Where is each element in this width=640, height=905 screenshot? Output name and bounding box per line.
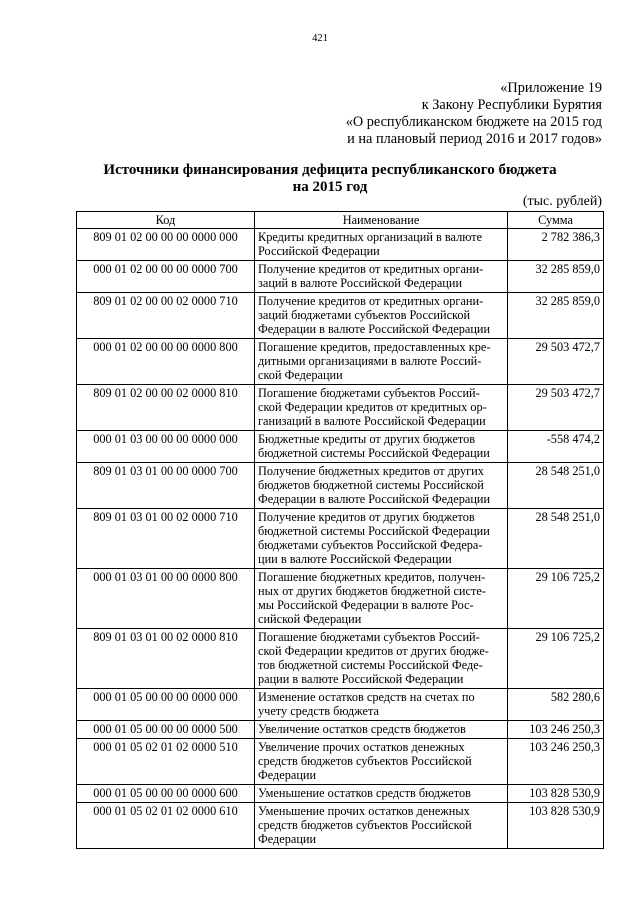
cell-sum: 103 828 530,9 <box>508 785 604 803</box>
cell-code: 000 01 05 00 00 00 0000 600 <box>77 785 255 803</box>
cell-name-line: бюджетной системы Российской Федерации <box>258 446 490 460</box>
page-number: 421 <box>312 33 328 44</box>
cell-name-line: Федерации в валюте Российской Федерации <box>258 322 491 336</box>
cell-name-line: Бюджетные кредиты от других бюджетов <box>258 432 476 446</box>
cell-name-line: тов бюджетной системы Российской Феде- <box>258 658 483 672</box>
cell-code: 000 01 05 00 00 00 0000 000 <box>77 689 255 721</box>
cell-name-line: Увеличение остатков средств бюджетов <box>258 722 466 736</box>
column-header-code: Код <box>77 212 255 229</box>
cell-name <box>255 293 508 339</box>
cell-code: 809 01 02 00 00 00 0000 000 <box>77 229 255 261</box>
units-label: (тыс. рублей) <box>522 194 602 209</box>
cell-name-line: Погашение кредитов, предоставленных кре- <box>258 340 491 354</box>
table-row <box>77 293 604 339</box>
table-row <box>77 721 604 739</box>
financing-sources-table <box>76 211 604 849</box>
cell-name-line: Получение кредитов от кредитных органи- <box>258 262 484 276</box>
cell-name-line: Погашение бюджетами субъектов Россий- <box>258 386 480 400</box>
cell-name-line: бюджетами субъектов Российской Федера- <box>258 538 483 552</box>
document-title <box>60 162 600 196</box>
cell-sum: 103 246 250,3 <box>508 721 604 739</box>
cell-name-line: дитными организациями в валюте Россий- <box>258 354 482 368</box>
table-row <box>77 261 604 293</box>
table-row <box>77 569 604 629</box>
cell-name-line: Изменение остатков средств на счетах по <box>258 690 475 704</box>
cell-code: 000 01 05 02 01 02 0000 510 <box>77 739 255 785</box>
cell-name-line: сийской Федерации <box>258 612 362 626</box>
cell-code: 809 01 02 00 00 02 0000 810 <box>77 385 255 431</box>
cell-name <box>255 463 508 509</box>
title-line: Источники финансирования дефицита республиканского бюджета <box>103 162 557 178</box>
cell-sum: 2 782 386,3 <box>508 229 604 261</box>
cell-code: 000 01 02 00 00 00 0000 800 <box>77 339 255 385</box>
cell-sum: 29 503 472,7 <box>508 339 604 385</box>
appendix-line: «О республиканском бюджете на 2015 год <box>345 114 602 130</box>
cell-name <box>255 721 508 739</box>
cell-name <box>255 509 508 569</box>
cell-name-line: бюджетной системы Российской Федерации <box>258 524 490 538</box>
cell-sum: 103 246 250,3 <box>508 739 604 785</box>
cell-name-line: Федерации <box>258 832 317 846</box>
cell-sum: 29 106 725,2 <box>508 629 604 689</box>
cell-name <box>255 339 508 385</box>
cell-name-line: ции в валюте Российской Федерации <box>258 552 452 566</box>
appendix-line: к Закону Республики Бурятия <box>421 97 602 113</box>
cell-sum: 28 548 251,0 <box>508 463 604 509</box>
table-row <box>77 739 604 785</box>
cell-code: 809 01 03 01 00 02 0000 710 <box>77 509 255 569</box>
cell-name <box>255 785 508 803</box>
cell-code: 000 01 03 01 00 00 0000 800 <box>77 569 255 629</box>
table-row <box>77 431 604 463</box>
cell-name <box>255 629 508 689</box>
cell-name-line: заций в валюте Российской Федерации <box>258 276 463 290</box>
cell-name <box>255 689 508 721</box>
cell-name-line: ской Федерации <box>258 368 343 382</box>
cell-sum: 28 548 251,0 <box>508 509 604 569</box>
cell-name-line: ганизаций в валюте Российской Федерации <box>258 414 486 428</box>
cell-name <box>255 569 508 629</box>
table-row <box>77 803 604 849</box>
cell-sum: 582 280,6 <box>508 689 604 721</box>
cell-code: 809 01 03 01 00 02 0000 810 <box>77 629 255 689</box>
cell-name-line: Российской Федерации <box>258 244 380 258</box>
column-header-sum: Сумма <box>508 212 604 229</box>
cell-name-line: Получение кредитов от других бюджетов <box>258 510 475 524</box>
cell-sum: 29 106 725,2 <box>508 569 604 629</box>
cell-name-line: ской Федерации кредитов от кредитных ор- <box>258 400 487 414</box>
cell-name <box>255 229 508 261</box>
cell-name-line: заций бюджетами субъектов Российской <box>258 308 471 322</box>
cell-code: 000 01 02 00 00 00 0000 700 <box>77 261 255 293</box>
cell-name <box>255 431 508 463</box>
cell-code: 809 01 03 01 00 00 0000 700 <box>77 463 255 509</box>
cell-sum: -558 474,2 <box>508 431 604 463</box>
table-row <box>77 689 604 721</box>
cell-name <box>255 261 508 293</box>
cell-name-line: средств бюджетов субъектов Российской <box>258 818 472 832</box>
cell-name-line: Погашение бюджетами субъектов Россий- <box>258 630 480 644</box>
table-header-row <box>77 212 604 229</box>
cell-name-line: Получение кредитов от кредитных органи- <box>258 294 484 308</box>
cell-code: 000 01 05 02 01 02 0000 610 <box>77 803 255 849</box>
appendix-line: и на плановый период 2016 и 2017 годов» <box>347 131 602 147</box>
cell-name-line: Кредиты кредитных организаций в валюте <box>258 230 483 244</box>
cell-name-line: Уменьшение прочих остатков денежных <box>258 804 470 818</box>
cell-name-line: Увеличение прочих остатков денежных <box>258 740 465 754</box>
cell-name-line: учету средств бюджета <box>258 704 379 718</box>
cell-name-line: Федерации <box>258 768 317 782</box>
title-line: на 2015 год <box>292 179 368 195</box>
cell-sum: 103 828 530,9 <box>508 803 604 849</box>
cell-sum: 32 285 859,0 <box>508 261 604 293</box>
table-row <box>77 229 604 261</box>
cell-name-line: Погашение бюджетных кредитов, получен- <box>258 570 486 584</box>
cell-sum: 29 503 472,7 <box>508 385 604 431</box>
table-row <box>77 339 604 385</box>
cell-name-line: Федерации в валюте Российской Федерации <box>258 492 491 506</box>
cell-name-line: ных от других бюджетов бюджетной систе- <box>258 584 486 598</box>
cell-code: 000 01 03 00 00 00 0000 000 <box>77 431 255 463</box>
table-row <box>77 629 604 689</box>
cell-name-line: рации в валюте Российской Федерации <box>258 672 464 686</box>
cell-name-line: ской Федерации кредитов от других бюдже- <box>258 644 489 658</box>
cell-name-line: Уменьшение остатков средств бюджетов <box>258 786 471 800</box>
cell-code: 000 01 05 00 00 00 0000 500 <box>77 721 255 739</box>
appendix-header <box>346 80 602 148</box>
table-row <box>77 463 604 509</box>
cell-name <box>255 803 508 849</box>
column-header-name: Наименование <box>255 212 508 229</box>
cell-name-line: бюджетов бюджетной системы Российской <box>258 478 484 492</box>
table-body <box>77 229 604 849</box>
cell-name <box>255 739 508 785</box>
appendix-line: «Приложение 19 <box>500 80 602 96</box>
cell-name-line: средств бюджетов субъектов Российской <box>258 754 472 768</box>
cell-name-line: мы Российской Федерации в валюте Рос- <box>258 598 474 612</box>
table-row <box>77 385 604 431</box>
cell-code: 809 01 02 00 00 02 0000 710 <box>77 293 255 339</box>
cell-name-line: Получение бюджетных кредитов от других <box>258 464 484 478</box>
table-row <box>77 509 604 569</box>
cell-name <box>255 385 508 431</box>
table-row <box>77 785 604 803</box>
cell-sum: 32 285 859,0 <box>508 293 604 339</box>
